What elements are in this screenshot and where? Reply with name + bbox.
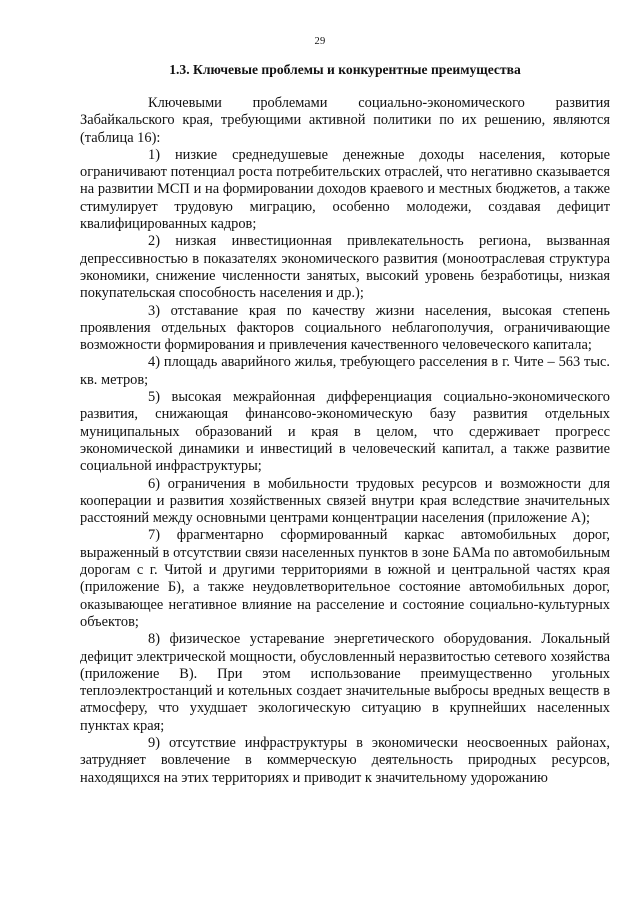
section-heading: 1.3. Ключевые проблемы и конкурентные преимущества [169, 62, 521, 77]
body-text [80, 95, 610, 787]
list-item-9: 9) отсутствие инфраструктуры в экономически неосвоенных районах, затрудняет вовлечение в коммерческую деятельность природных ресурсов, находящихся на этих территориях и приводит к значительному удорожанию [80, 734, 610, 786]
list-item-6: 6) ограничения в мобильности трудовых ресурсов и возможности для кооперации и развития хозяйственных связей внутри края вследствие значительных расстояний между основными центрами концентрации населения (приложение А); [80, 475, 610, 527]
list-item-4: 4) площадь аварийного жилья, требующего расселения в г. Чите – 563 тыс. кв. метров; [80, 354, 610, 388]
intro-paragraph: Ключевыми проблемами социально-экономического развития Забайкальского края, требующими активной политики по их решению, являются (таблица 16): [80, 95, 610, 146]
list-item-2: 2) низкая инвестиционная привлекательность региона, вызванная депрессивностью в показателях экономического развития (моноотраслевая структура экономики, снижение численности занятых, высокий уровень безработицы, низкая покупательская способность населения и др.); [80, 233, 610, 302]
list-item-5: 5) высокая межрайонная дифференциация социально-экономического развития, снижающая финансово-экономическую базу развития отдельных муниципальных образований и края в целом, что сдерживает прогресс экономической динамики и инвестиций в человеческий капитал, а также развитие социальной инфраструктуры; [80, 389, 610, 475]
list-item-1: 1) низкие среднедушевые денежные доходы населения, которые ограничивают потенциал роста потребительских отраслей, что негативно сказывается на развитии МСП и на формировании доходов краевого и местных бюджетов, а также стимулирует трудовую миграцию, особенно молодежи, создавая дефицит квалифицированных кадров; [80, 146, 610, 233]
list-item-3: 3) отставание края по качеству жизни населения, высокая степень проявления отдельных факторов социального неблагополучия, ограничивающие возможности формирования и привлечения качественного человеческого капитала; [80, 302, 610, 354]
list-item-8: 8) физическое устаревание энергетического оборудования. Локальный дефицит электрической мощности, обусловленный неразвитостью сетевого хозяйства (приложение В). При этом использование преимущественно угольных теплоэлектростанций и котельных создает значительные выбросы вредных веществ в атмосферу, что ухудшает экологическую ситуацию в крупнейших населенных пунктах края; [80, 631, 610, 734]
page-number: 29 [314, 36, 326, 47]
list-item-7: 7) фрагментарно сформированный каркас автомобильных дорог, выраженный в отсутствии связи населенных пунктов в зоне БАМа по автомобильным дорогам с г. Читой и другими территориями в южной и центральной частях края (приложение Б), а также неудовлетворительное состояние автомобильных дорог, оказывающее негативное влияние на расселение и состояние социально-культурных объектов; [80, 527, 610, 630]
